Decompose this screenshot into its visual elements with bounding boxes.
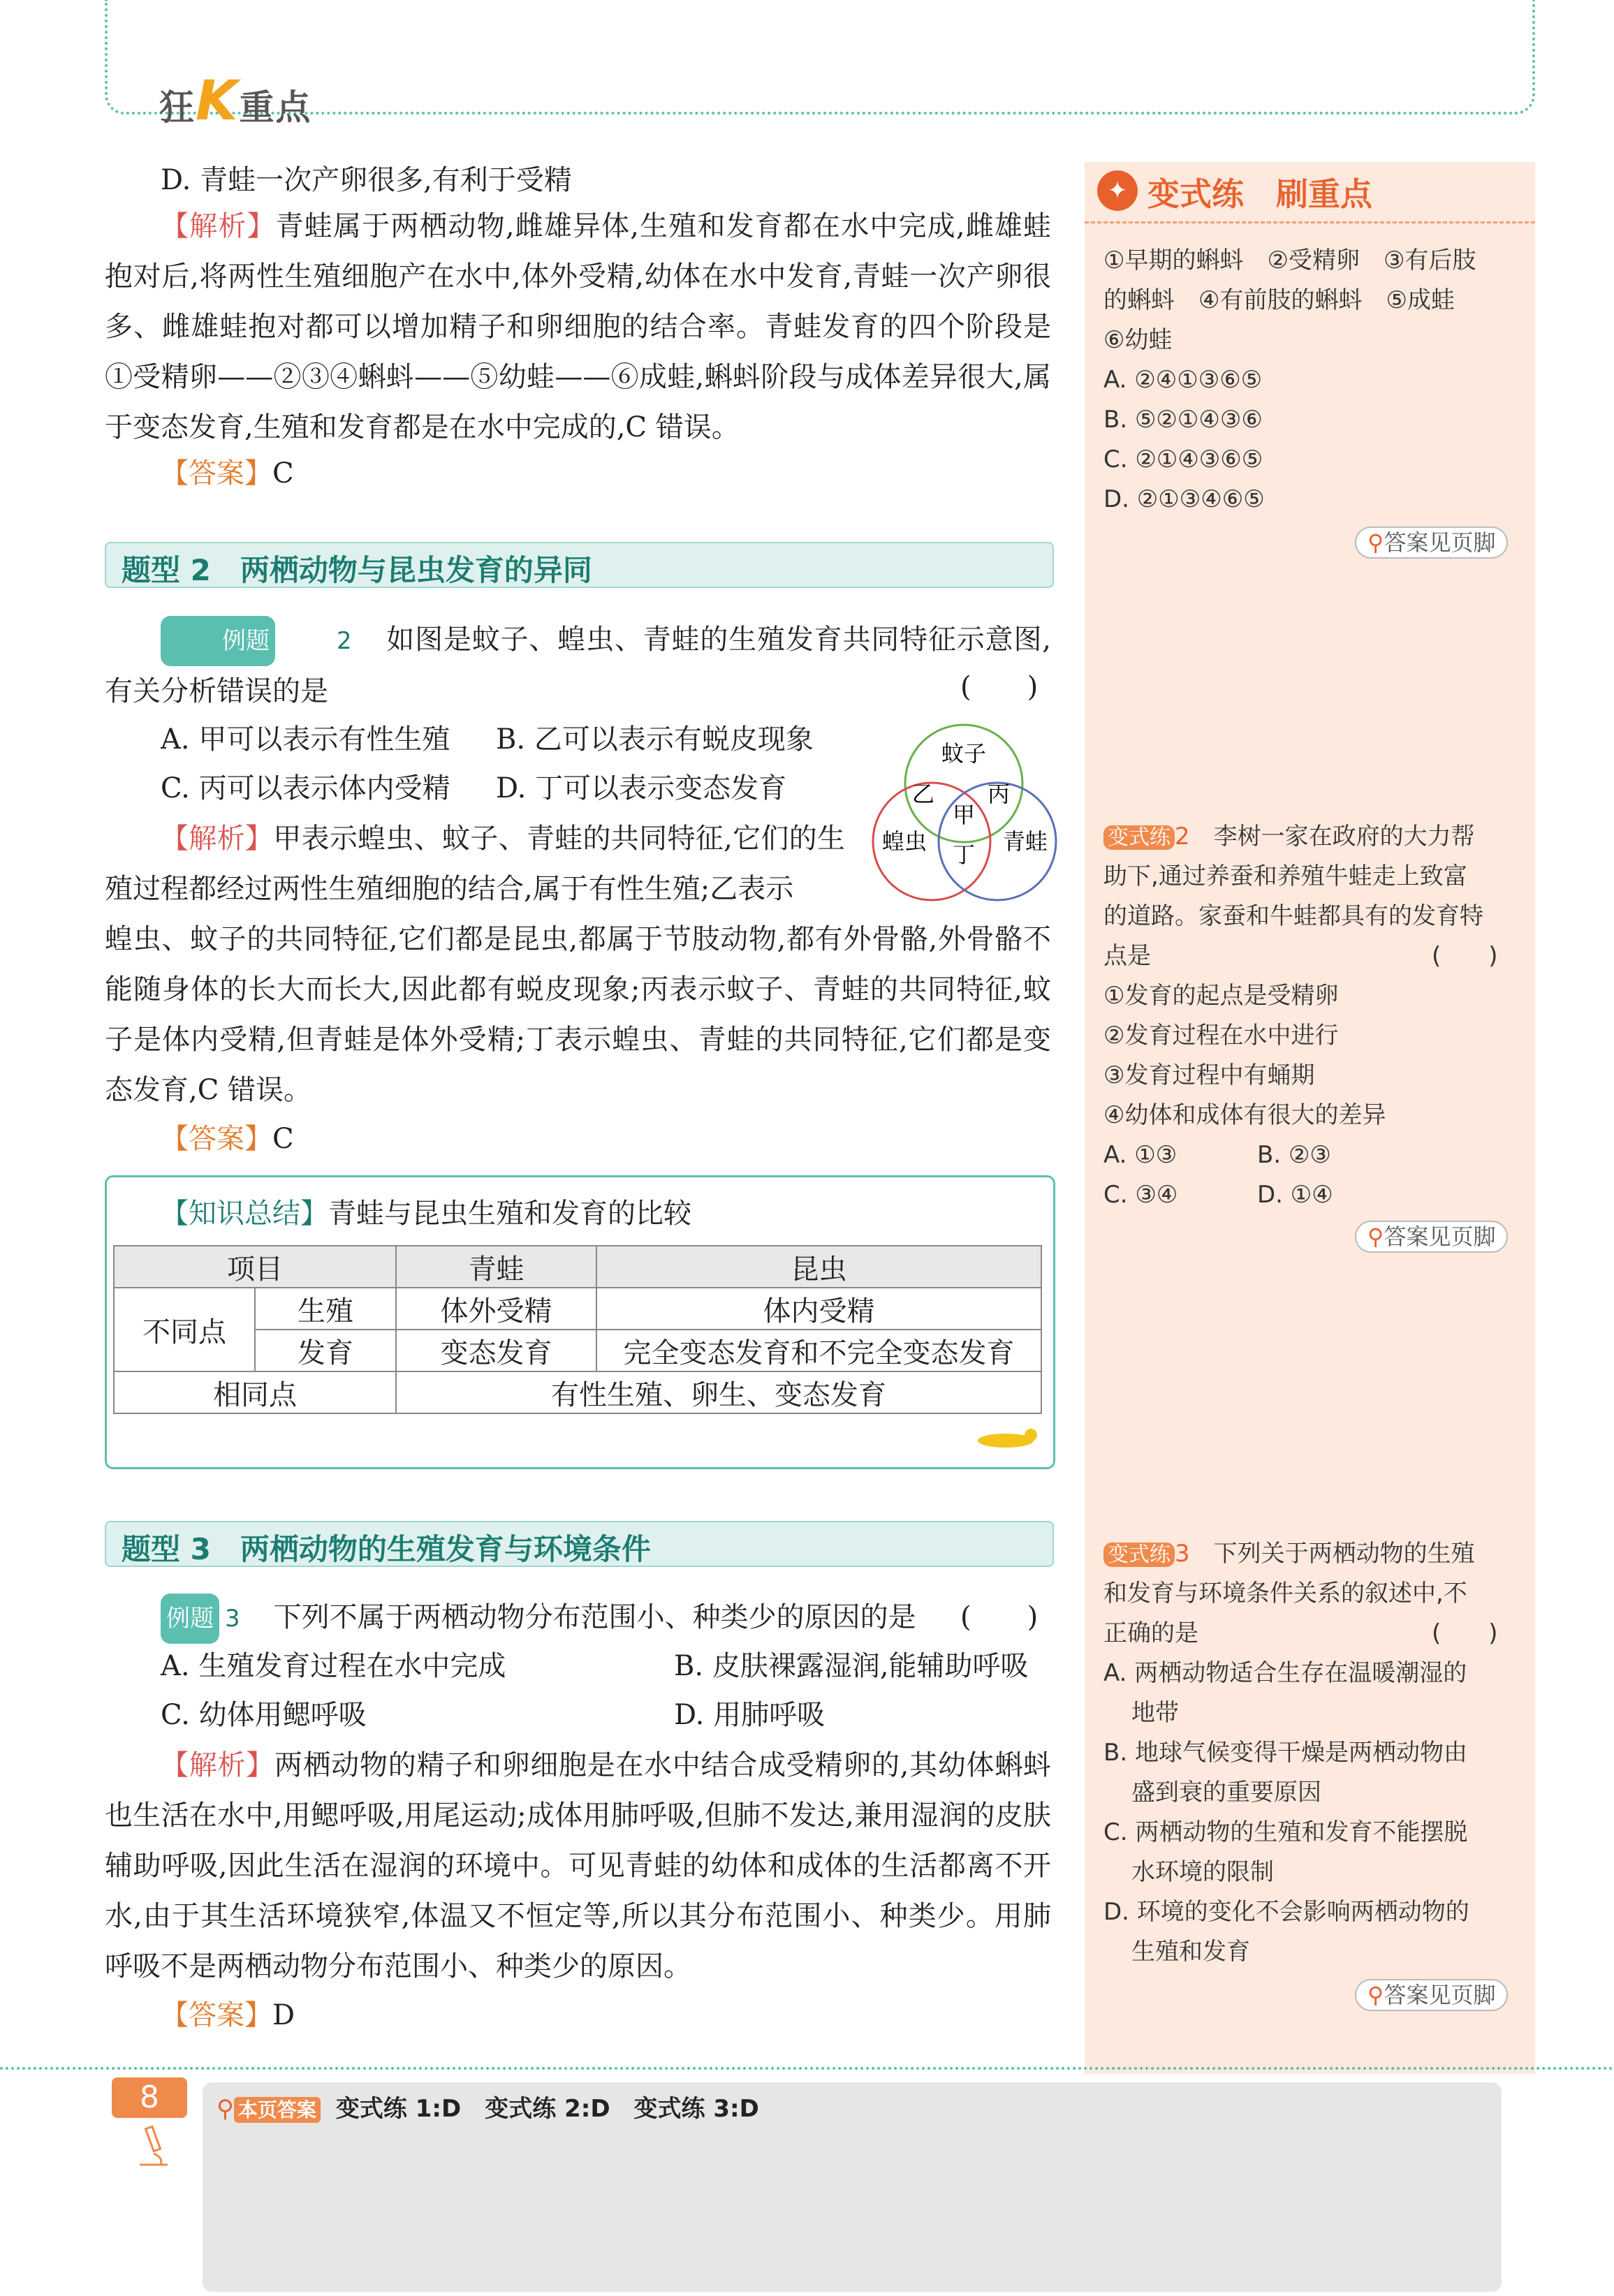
ex3-text2: 和发育与环境条件关系的叙述中,不 bbox=[1103, 1580, 1467, 1607]
venn-diagram bbox=[866, 719, 1062, 908]
venn-label-yi: 乙 bbox=[911, 781, 935, 807]
answer-footnote-button[interactable]: ⚲答案见页脚 bbox=[1355, 525, 1508, 557]
table-cell: 生殖 bbox=[255, 1288, 396, 1330]
lizard-mascot-icon bbox=[971, 1421, 1041, 1456]
comparison-table bbox=[113, 1245, 1042, 1414]
ex2-option-a: A. ①③ bbox=[1103, 1141, 1178, 1169]
ex2-item3: ③发育过程中有蛹期 bbox=[1103, 1061, 1315, 1089]
key-icon: ⚲ bbox=[1367, 529, 1384, 556]
ex1-line2: 的蝌蚪 ④有前肢的蝌蚪 ⑤成蛙 bbox=[1103, 286, 1455, 314]
ex1-option-a: A. ②④①③⑥⑤ bbox=[1103, 366, 1263, 394]
ex1-option-b: B. ⑤②①④③⑥ bbox=[1103, 406, 1263, 434]
lightning-icon: ✦ bbox=[1097, 170, 1138, 211]
ex2-item2: ②发育过程在水中进行 bbox=[1103, 1022, 1339, 1050]
example-2-answer: 【答案】C bbox=[161, 1123, 294, 1155]
venn-label-mosquito: 蚊子 bbox=[941, 740, 987, 767]
venn-label-locust: 蝗虫 bbox=[881, 828, 927, 855]
venn-label-ding: 丁 bbox=[952, 841, 976, 868]
example-2-option-c: C. 丙可以表示体内受精 bbox=[161, 772, 450, 804]
ex2-text1: 变式练 2 李树一家在政府的大力帮 bbox=[1103, 817, 1523, 858]
ex1-line1: ①早期的蝌蚪 ②受精卵 ③有后肢 bbox=[1103, 246, 1476, 274]
table-header: 项目 bbox=[114, 1246, 396, 1288]
ex3-option-b1: B. 地球气候变得干燥是两栖动物由 bbox=[1103, 1739, 1467, 1767]
ex3-option-a2: 地带 bbox=[1131, 1699, 1179, 1727]
ex1-option-d: D. ②①③④⑥⑤ bbox=[1103, 485, 1265, 513]
table-cell: 完全变态发育和不完全变态发育 bbox=[596, 1330, 1041, 1371]
table-cell: 有性生殖、卵生、变态发育 bbox=[396, 1371, 1041, 1413]
ex3-option-b2: 盛到衰的重要原因 bbox=[1131, 1779, 1321, 1806]
example-2-option-a: A. 甲可以表示有性生殖 bbox=[161, 723, 450, 756]
example-3-paren: ( ) bbox=[960, 1601, 1039, 1633]
ex3-option-c2: 水环境的限制 bbox=[1131, 1858, 1274, 1886]
ex1-option-c: C. ②①④③⑥⑤ bbox=[1103, 446, 1263, 473]
summary-title: 【知识总结】青蛙与昆虫生殖和发育的比较 bbox=[161, 1198, 691, 1230]
q1-analysis: 【解析】青蛙属于两栖动物,雌雄异体,生殖和发育都在水中完成,雌雄蛙抱对后,将两性生殖细胞产在水中,体外受精,幼体在水中发育,青蛙一次产卵很多、雌雄蛙抱对都可以增加精子和卵细胞的结合率。青蛙发育的四个阶段是①受精卵——②③④蝌蚪——⑤幼蛙——⑥成蛙,蝌蚪阶段与成体差异很大,属于变态发育,生殖和发育都是在水中完成的,C 错误。 bbox=[105, 210, 1051, 443]
key-icon: ⚲ bbox=[1367, 1982, 1384, 2008]
example-3-answer: 【答案】D bbox=[161, 1999, 295, 2031]
key-icon: ⚲ bbox=[217, 2095, 234, 2123]
sidebar-title: ✦ 变式练 刷重点 bbox=[1085, 162, 1535, 223]
table-header: 昆虫 bbox=[596, 1246, 1041, 1288]
example-2-option-b: B. 乙可以表示有蜕皮现象 bbox=[496, 723, 814, 756]
example-2-question: 例题 2 如图是蚊子、蝗虫、青蛙的生殖发育共同特征示意图,有关分析错误的是 bbox=[105, 615, 1051, 716]
ex2-option-c: C. ③④ bbox=[1103, 1181, 1178, 1209]
example-badge: 例题 bbox=[161, 1594, 219, 1644]
table-cell: 体内受精 bbox=[596, 1288, 1041, 1330]
answer-footnote-button[interactable]: ⚲答案见页脚 bbox=[1355, 1219, 1508, 1251]
section-3-heading: 题型 3 两栖动物的生殖发育与环境条件 bbox=[105, 1521, 1054, 1567]
ex3-option-a1: A. 两栖动物适合生存在温暖潮湿的 bbox=[1103, 1659, 1467, 1687]
table-cell: 体外受精 bbox=[396, 1288, 596, 1330]
page-number: 8 bbox=[112, 2077, 187, 2118]
table-cell: 发育 bbox=[255, 1330, 396, 1371]
ex2-text2: 助下,通过养蚕和养殖牛蛙走上致富 bbox=[1103, 862, 1467, 890]
example-3-option-a: A. 生殖发育过程在水中完成 bbox=[161, 1650, 506, 1682]
example-2-analysis-b: 蝗虫、蚊子的共同特征,它们都是昆虫,都属于节肢动物,都有外骨骼,外骨骼不能随身体的长大而长大,因此都有蜕皮现象;丙表示蚊子、青蛙的共同特征,蚊子是体内受精,但青蛙是体外受精;丁表示蝗虫、青蛙的共同特征,它们都是变态发育,C 错误。 bbox=[105, 923, 1051, 1106]
example-3-option-b: B. 皮肤裸露湿润,能辅助呼吸 bbox=[674, 1650, 1029, 1682]
ex2-text4: 点是 bbox=[1103, 942, 1151, 970]
example-3-option-c: C. 幼体用鳃呼吸 bbox=[161, 1699, 367, 1731]
ex3-text3: 正确的是 bbox=[1103, 1619, 1198, 1647]
example-2-paren: ( ) bbox=[960, 671, 1039, 703]
example-3-option-d: D. 用肺呼吸 bbox=[674, 1699, 826, 1731]
ex3-text1: 变式练 3 下列关于两栖动物的生殖 bbox=[1103, 1534, 1523, 1575]
example-3-question: 例题 3 下列不属于两栖动物分布范围小、种类少的原因的是 bbox=[161, 1592, 999, 1644]
example-2-analysis-a: 【解析】甲表示蝗虫、蚊子、青蛙的共同特征,它们的生殖过程都经过两性生殖细胞的结合,属于有性生殖;乙表示 bbox=[105, 823, 846, 905]
venn-label-bing: 丙 bbox=[987, 781, 1011, 807]
section-2-heading: 题型 2 两栖动物与昆虫发育的异同 bbox=[105, 542, 1054, 588]
ex1-line3: ⑥幼蛙 bbox=[1103, 326, 1173, 354]
table-header: 青蛙 bbox=[396, 1246, 596, 1288]
ex2-paren: ( ) bbox=[1432, 942, 1498, 970]
key-icon: ⚲ bbox=[1367, 1223, 1384, 1250]
ex2-option-b: B. ②③ bbox=[1257, 1141, 1331, 1169]
answer-footnote-button[interactable]: ⚲答案见页脚 bbox=[1355, 1978, 1508, 2010]
header-frame bbox=[105, 0, 1535, 115]
brand-logo: 狂K重点 bbox=[159, 70, 312, 133]
table-cell: 相同点 bbox=[114, 1371, 396, 1413]
q1-option-d: D. 青蛙一次产卵很多,有利于受精 bbox=[161, 164, 572, 196]
ex2-item1: ①发育的起点是受精卵 bbox=[1103, 982, 1339, 1010]
microscope-icon bbox=[133, 2123, 175, 2172]
ex2-text3: 的道路。家蚕和牛蛙都具有的发育特 bbox=[1103, 902, 1483, 930]
ex3-paren: ( ) bbox=[1432, 1619, 1498, 1647]
ex2-item4: ④幼体和成体有很大的差异 bbox=[1103, 1101, 1386, 1129]
venn-label-frog: 青蛙 bbox=[1002, 828, 1048, 855]
q1-answer: 【答案】C bbox=[161, 457, 294, 490]
venn-label-jia: 甲 bbox=[952, 802, 976, 828]
footer-answers: ⚲ 本页答案 变式练 1:D 变式练 2:D 变式练 3:D bbox=[217, 2095, 759, 2123]
ex3-option-d2: 生殖和发育 bbox=[1131, 1938, 1250, 1966]
example-badge: 例题 bbox=[161, 616, 275, 666]
example-3-analysis: 【解析】两栖动物的精子和卵细胞是在水中结合成受精卵的,其幼体蝌蚪也生活在水中,用鳃呼吸,用尾运动;成体用肺呼吸,但肺不发达,兼用湿润的皮肤辅助呼吸,因此生活在湿润的环境中。可见青蛙的幼体和成体的生活都离不开水,由于其生活环境狭窄,体温又不恒定等,所以其分布范围小、种类少。用肺呼吸不是两栖动物分布范围小、种类少的原因。 bbox=[105, 1749, 1051, 1982]
table-cell: 不同点 bbox=[114, 1288, 255, 1371]
ex3-option-d1: D. 环境的变化不会影响两栖动物的 bbox=[1103, 1898, 1469, 1926]
footer-divider bbox=[0, 2067, 1614, 2070]
table-cell: 变态发育 bbox=[396, 1330, 596, 1371]
ex3-option-c1: C. 两栖动物的生殖和发育不能摆脱 bbox=[1103, 1818, 1468, 1846]
example-2-option-d: D. 丁可以表示变态发育 bbox=[496, 772, 787, 804]
ex2-option-d: D. ①④ bbox=[1257, 1181, 1333, 1209]
